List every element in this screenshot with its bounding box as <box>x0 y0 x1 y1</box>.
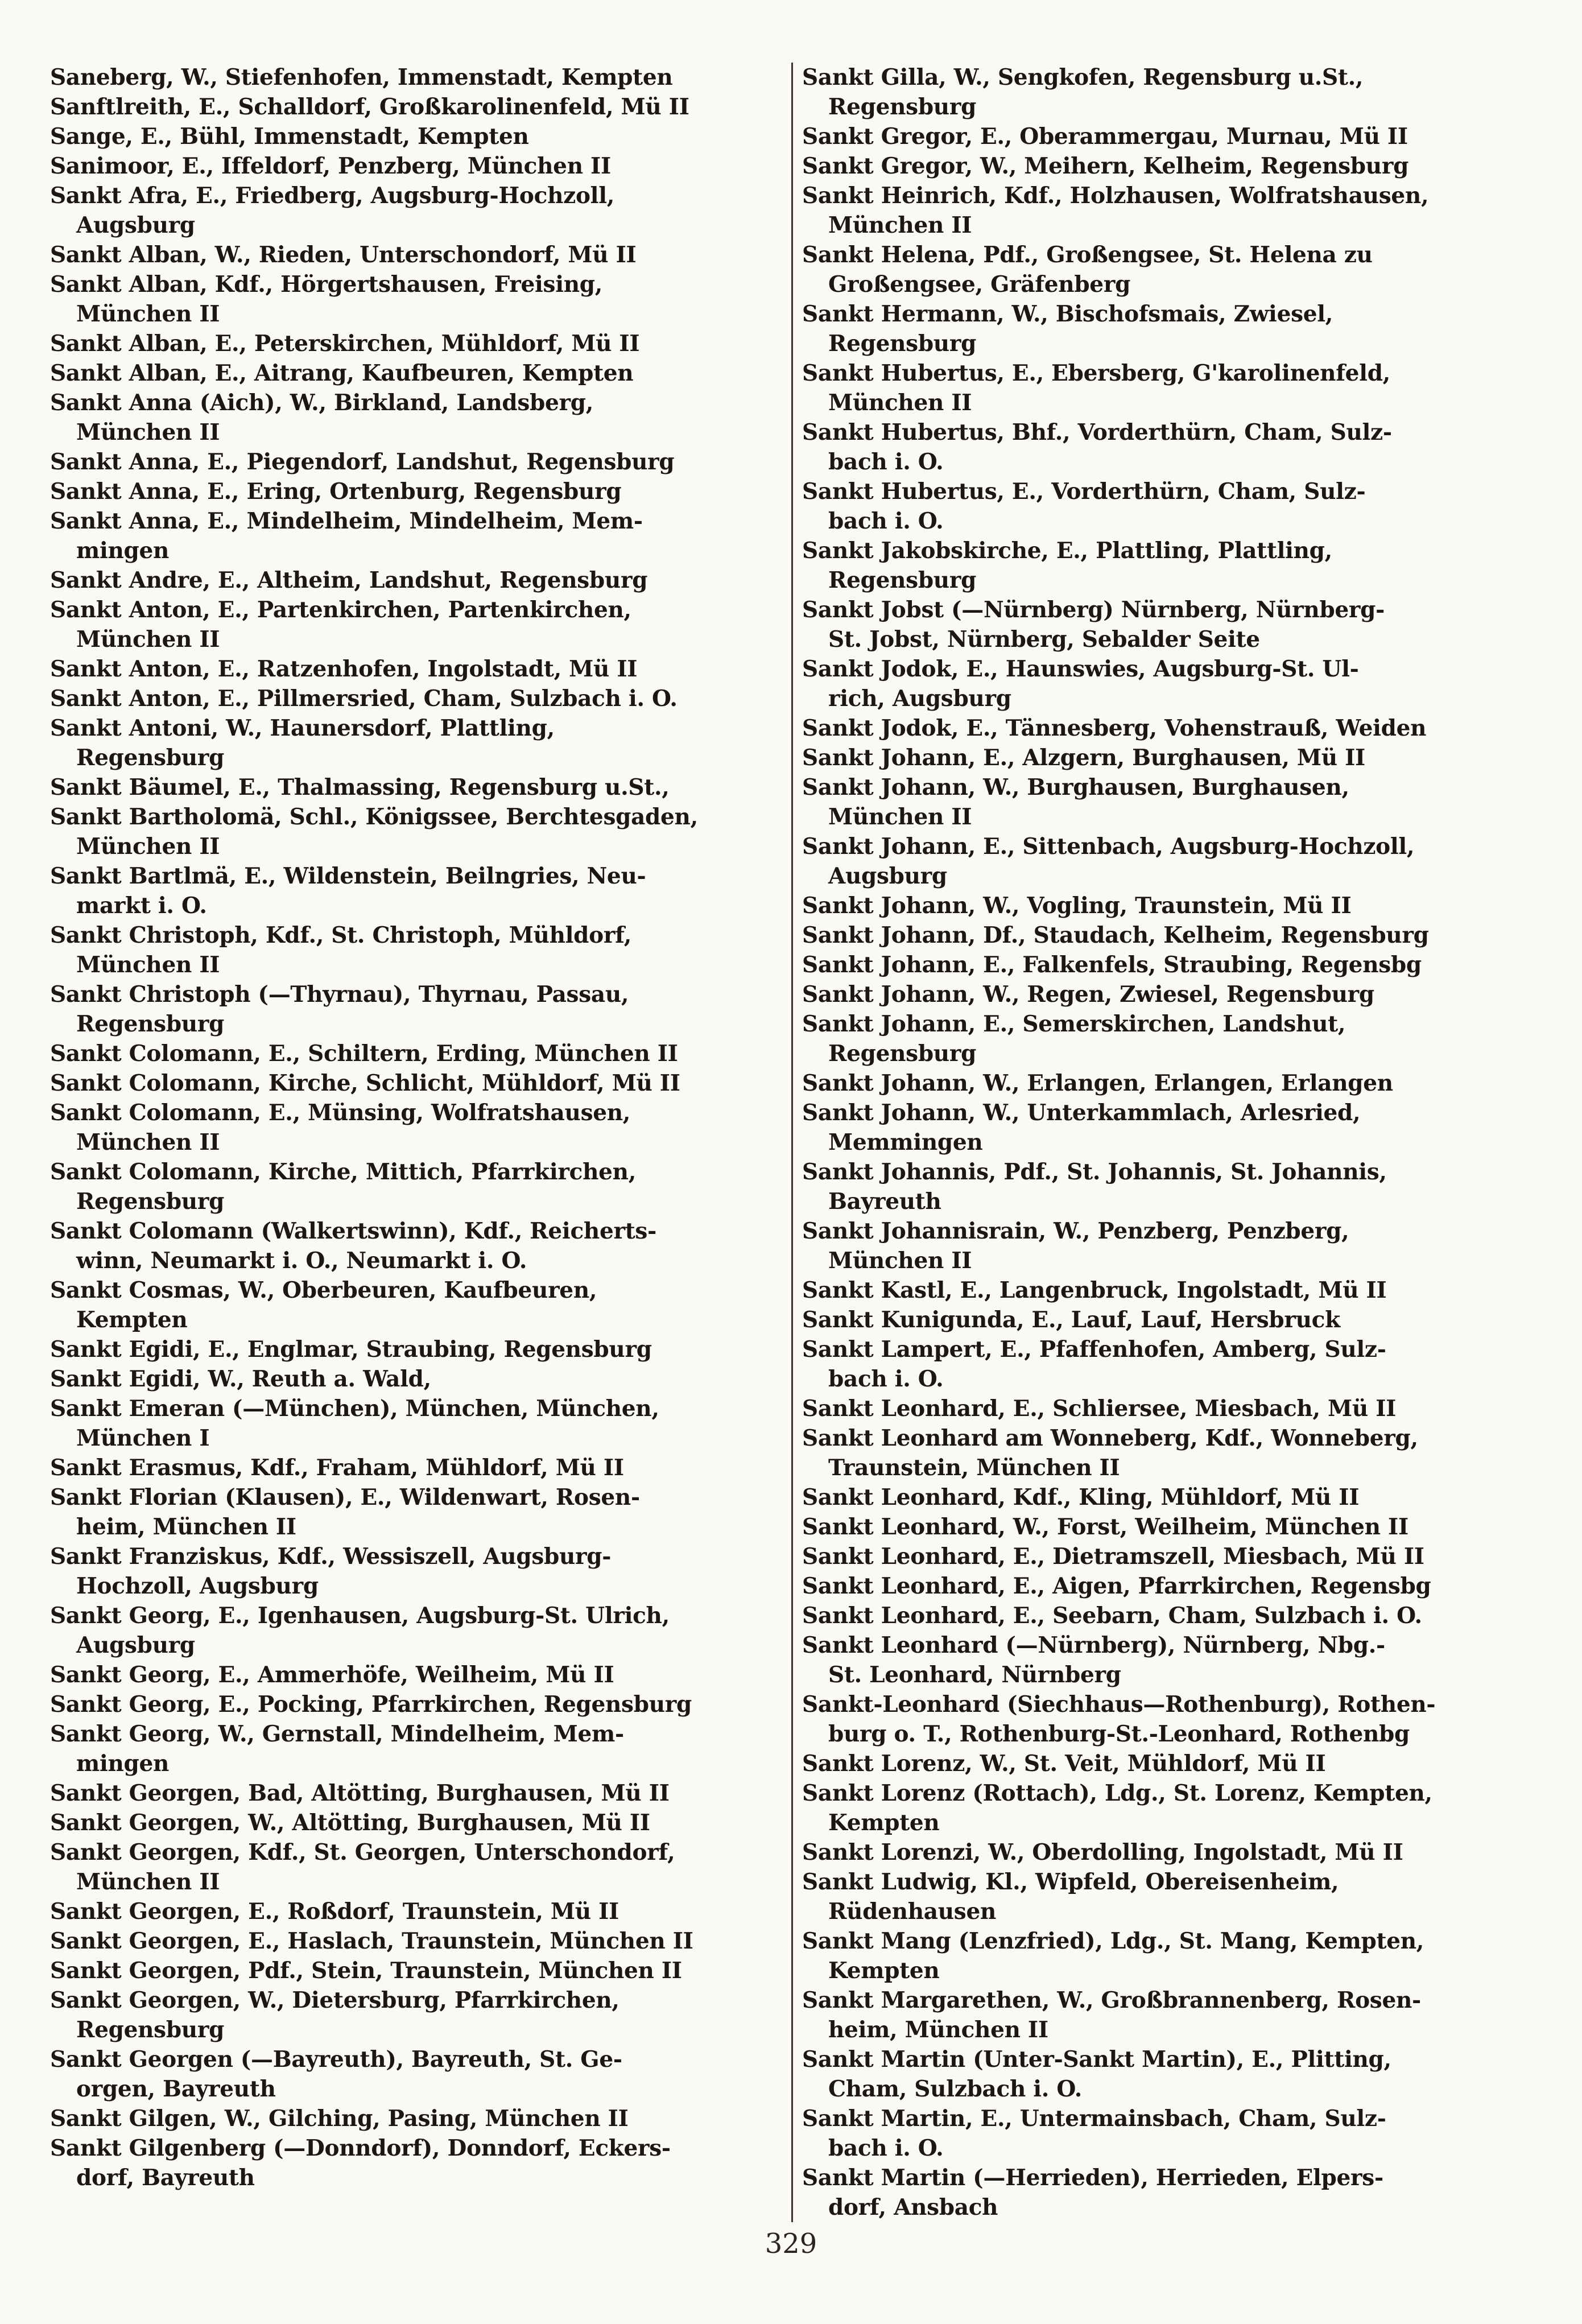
directory-entry <box>50 1926 782 1956</box>
entry-first-line: Sankt Leonhard, E., Aigen, Pfarrkirchen, Regensbg <box>802 1573 1431 1599</box>
directory-entry <box>802 63 1534 122</box>
entry-first-line: Sankt Georg, E., Ammerhöfe, Weilheim, Mü II <box>50 1662 614 1688</box>
entry-first-line: Sankt Franziskus, Kdf., Wessiszell, Augsburg- <box>50 1543 612 1570</box>
entry-continuation-line: bach i. O. <box>828 1366 944 1392</box>
entry-first-line: Sankt Anna, E., Mindelheim, Mindelheim, Mem- <box>50 508 643 534</box>
entry-continuation-line: Regensburg <box>828 331 977 357</box>
directory-entry <box>50 684 782 713</box>
directory-entry <box>802 1275 1534 1305</box>
directory-entry <box>802 654 1534 713</box>
entry-first-line: Sankt Johann, W., Erlangen, Erlangen, Erlangen <box>802 1070 1393 1096</box>
directory-entry <box>50 447 782 477</box>
directory-entry <box>802 1571 1534 1601</box>
entry-continuation-line: Augsburg <box>76 1632 195 1658</box>
entry-first-line: Sankt Lorenz, W., St. Veit, Mühldorf, Mü II <box>802 1751 1326 1777</box>
directory-entry <box>802 536 1534 595</box>
directory-entry <box>50 1098 782 1157</box>
entry-first-line: Sankt Georg, W., Gernstall, Mindelheim, Mem- <box>50 1721 624 1747</box>
entry-continuation-line: dorf, Bayreuth <box>76 2165 255 2191</box>
entry-first-line: Sankt Lorenz (Rottach), Ldg., St. Lorenz, Kempten, <box>802 1780 1432 1806</box>
directory-entry <box>50 63 782 92</box>
entry-continuation-line: Hochzoll, Augsburg <box>76 1573 319 1599</box>
entry-continuation-line: bach i. O. <box>828 449 944 475</box>
directory-entry <box>50 2133 782 2193</box>
entry-first-line: Sankt Kunigunda, E., Lauf, Lauf, Hersbruck <box>802 1307 1340 1333</box>
entry-first-line: Sankt Anton, E., Partenkirchen, Partenkirchen, <box>50 597 631 623</box>
entry-first-line: Sankt Alban, Kdf., Hörgertshausen, Freising, <box>50 271 603 298</box>
entry-continuation-line: München II <box>828 804 972 830</box>
directory-entry <box>50 477 782 506</box>
entry-first-line: Sankt Colomann, Kirche, Mittich, Pfarrkirchen, <box>50 1159 637 1185</box>
entry-first-line: Sankt Bartlmä, E., Wildenstein, Beilngries, Neu- <box>50 863 646 889</box>
entry-first-line: Sankt Leonhard, Kdf., Kling, Mühldorf, Mü II <box>802 1484 1360 1510</box>
directory-entry <box>50 151 782 181</box>
entry-first-line: Sankt Johann, W., Burghausen, Burghausen, <box>802 774 1349 800</box>
entry-first-line: Sankt Alban, E., Aitrang, Kaufbeuren, Kempten <box>50 360 634 386</box>
directory-entry <box>802 1098 1534 1157</box>
entry-first-line: Sankt Florian (Klausen), E., Wildenwart, Rosen- <box>50 1484 640 1510</box>
directory-entry <box>50 92 782 122</box>
directory-entry <box>50 1719 782 1778</box>
entry-first-line: Sankt Ludwig, Kl., Wipfeld, Obereisenheim, <box>802 1869 1339 1895</box>
directory-entry <box>802 477 1534 536</box>
directory-entry <box>50 506 782 565</box>
entry-continuation-line: Großengsee, Gräfenberg <box>828 271 1131 298</box>
entry-continuation-line: dorf, Ansbach <box>828 2194 998 2220</box>
entry-first-line: Sankt Andre, E., Altheim, Landshut, Regensburg <box>50 567 648 593</box>
entry-first-line: Sankt Johann, Df., Staudach, Kelheim, Regensburg <box>802 922 1429 948</box>
entry-first-line: Sankt Georgen, Kdf., St. Georgen, Unterschondorf, <box>50 1839 675 1865</box>
directory-entry <box>802 2104 1534 2163</box>
entry-first-line: Sankt Martin, E., Untermainsbach, Cham, Sulz- <box>802 2106 1386 2132</box>
entry-first-line: Sankt Antoni, W., Haunersdorf, Plattling, <box>50 715 555 741</box>
entry-continuation-line: Augsburg <box>828 863 947 889</box>
entry-continuation-line: markt i. O. <box>76 893 207 919</box>
entry-continuation-line: Regensburg <box>76 2017 225 2043</box>
entry-first-line: Sankt Lampert, E., Pfaffenhofen, Amberg, Sulz- <box>802 1336 1386 1363</box>
entry-first-line: Sankt Leonhard (—Nürnberg), Nürnberg, Nbg.- <box>802 1632 1385 1658</box>
directory-entry <box>50 1601 782 1660</box>
directory-entry <box>802 950 1534 980</box>
entry-first-line: Sankt Anton, E., Pillmersried, Cham, Sulzbach i. O. <box>50 686 678 712</box>
directory-entry <box>802 832 1534 891</box>
directory-entry <box>50 713 782 773</box>
directory-entry <box>50 240 782 270</box>
directory-entry <box>50 1068 782 1098</box>
directory-entry <box>802 418 1534 477</box>
entry-first-line: Sankt Alban, E., Peterskirchen, Mühldorf, Mü II <box>50 331 640 357</box>
entry-first-line: Sankt Johann, E., Alzgern, Burghausen, Mü II <box>802 745 1365 771</box>
directory-entry <box>50 802 782 861</box>
entry-continuation-line: München II <box>76 1869 220 1895</box>
entry-first-line: Sankt Colomann, E., Münsing, Wolfratshausen, <box>50 1100 631 1126</box>
entry-first-line: Sankt Johann, E., Sittenbach, Augsburg-Hochzoll, <box>802 833 1415 860</box>
entry-continuation-line: Rüdenhausen <box>828 1898 997 1925</box>
entry-first-line: Sankt Mang (Lenzfried), Ldg., St. Mang, Kempten, <box>802 1928 1424 1954</box>
directory-entry <box>802 1690 1534 1749</box>
entry-first-line: Sankt Bartholomä, Schl., Königssee, Berchtesgaden, <box>50 804 698 830</box>
directory-entry <box>802 151 1534 181</box>
entry-first-line: Sankt Egidi, E., Englmar, Straubing, Regensburg <box>50 1336 652 1363</box>
directory-entry <box>50 1483 782 1542</box>
entry-first-line: Sankt Lorenzi, W., Oberdolling, Ingolstadt, Mü II <box>802 1839 1403 1865</box>
entry-continuation-line: mingen <box>76 538 170 564</box>
entry-first-line: Sankt Johann, W., Unterkammlach, Arlesried, <box>802 1100 1361 1126</box>
entry-continuation-line: München II <box>76 301 220 327</box>
entry-first-line: Sankt Martin (Unter-Sankt Martin), E., Plitting, <box>802 2046 1391 2073</box>
entry-first-line: Sankt Kastl, E., Langenbruck, Ingolstadt, Mü II <box>802 1277 1387 1303</box>
directory-entry <box>802 713 1534 743</box>
entry-continuation-line: Kempten <box>76 1307 188 1333</box>
directory-entry <box>50 595 782 654</box>
entry-first-line: Sankt Colomann, Kirche, Schlicht, Mühldorf, Mü II <box>50 1070 680 1096</box>
entry-first-line: Sankt Georgen, W., Altötting, Burghausen, Mü II <box>50 1810 650 1836</box>
entry-first-line: Sankt Johann, E., Falkenfels, Straubing, Regensbg <box>802 952 1422 978</box>
directory-entry <box>50 1335 782 1364</box>
right-column <box>802 63 1534 2222</box>
directory-entry <box>50 1808 782 1838</box>
entry-first-line: Sankt Gilla, W., Sengkofen, Regensburg u.St., <box>802 64 1364 90</box>
entry-first-line: Sankt Anna (Aich), W., Birkland, Landsberg, <box>50 390 593 416</box>
directory-entry <box>802 240 1534 299</box>
directory-entry <box>802 1394 1534 1423</box>
entry-continuation-line: Regensburg <box>76 1188 225 1215</box>
directory-entry <box>802 1305 1534 1335</box>
directory-entry <box>802 181 1534 240</box>
directory-entry <box>50 861 782 920</box>
entry-continuation-line: rich, Augsburg <box>828 686 1011 712</box>
entry-first-line: Sankt Johannisrain, W., Penzberg, Penzberg, <box>802 1218 1349 1244</box>
directory-entry <box>50 1394 782 1453</box>
entry-continuation-line: orgen, Bayreuth <box>76 2076 276 2102</box>
entry-continuation-line: bach i. O. <box>828 508 944 534</box>
directory-entry <box>50 654 782 684</box>
directory-entry <box>50 358 782 388</box>
column-divider <box>791 63 793 2222</box>
entry-first-line: Sankt Egidi, W., Reuth a. Wald, <box>50 1366 431 1392</box>
entry-first-line: Sankt Gilgen, W., Gilching, Pasing, München II <box>50 2106 629 2132</box>
entry-continuation-line: Bayreuth <box>828 1188 941 1215</box>
left-column <box>50 63 782 2222</box>
entry-continuation-line: Regensburg <box>828 1041 977 1067</box>
entry-first-line: Sankt Christoph, Kdf., St. Christoph, Mühldorf, <box>50 922 631 948</box>
directory-entry <box>802 595 1534 654</box>
entry-first-line: Sankt Christoph (—Thyrnau), Thyrnau, Passau, <box>50 981 629 1008</box>
directory-entry <box>802 1867 1534 1926</box>
entry-first-line: Sankt Anton, E., Ratzenhofen, Ingolstadt, Mü II <box>50 656 638 682</box>
entry-first-line: Sankt Colomann, E., Schiltern, Erding, München II <box>50 1041 678 1067</box>
entry-continuation-line: München II <box>828 212 972 238</box>
directory-entry <box>802 773 1534 832</box>
directory-entry <box>50 122 782 151</box>
directory-entry <box>50 773 782 802</box>
entry-first-line: Sankt Jakobskirche, E., Plattling, Plattling, <box>802 538 1332 564</box>
entry-first-line: Sankt-Leonhard (Siechhaus—Rothenburg), Rothen- <box>802 1691 1436 1718</box>
directory-entry <box>802 1157 1534 1216</box>
directory-entry <box>802 920 1534 950</box>
entry-first-line: Sankt Leonhard am Wonneberg, Kdf., Wonneberg, <box>802 1425 1418 1451</box>
directory-entry <box>802 1483 1534 1512</box>
entry-continuation-line: München I <box>76 1425 210 1451</box>
entry-first-line: Sankt Hubertus, E., Vorderthürn, Cham, Sulz- <box>802 478 1366 505</box>
entry-first-line: Sankt Leonhard, W., Forst, Weilheim, München II <box>802 1514 1408 1540</box>
entry-continuation-line: Regensburg <box>828 567 977 593</box>
directory-entry <box>50 1985 782 2045</box>
entry-first-line: Sankt Anna, E., Ering, Ortenburg, Regensburg <box>50 478 622 505</box>
directory-entry <box>50 1690 782 1719</box>
entry-first-line: Sankt Johann, W., Vogling, Traunstein, Mü II <box>802 893 1352 919</box>
entry-first-line: Saneberg, W., Stiefenhofen, Immenstadt, Kempten <box>50 64 673 90</box>
entry-first-line: Sankt Afra, E., Friedberg, Augsburg-Hochzoll, <box>50 183 614 209</box>
directory-entry <box>802 2045 1534 2104</box>
entry-continuation-line: mingen <box>76 1751 170 1777</box>
directory-entry <box>50 1364 782 1394</box>
entry-first-line: Sankt Gregor, W., Meihern, Kelheim, Regensburg <box>802 153 1409 179</box>
entry-continuation-line: St. Jobst, Nürnberg, Sebalder Seite <box>828 626 1260 653</box>
entry-first-line: Sankt Helena, Pdf., Großengsee, St. Helena zu <box>802 242 1373 268</box>
entry-continuation-line: Cham, Sulzbach i. O. <box>828 2076 1083 2102</box>
entry-continuation-line: München II <box>828 1248 972 1274</box>
page-number: 329 <box>765 2228 817 2260</box>
directory-entry <box>50 920 782 980</box>
entry-continuation-line: Traunstein, München II <box>828 1455 1120 1481</box>
directory-entry <box>50 565 782 595</box>
entry-continuation-line: Regensburg <box>828 94 977 120</box>
entry-first-line: Sankt Georgen, E., Haslach, Traunstein, München II <box>50 1928 693 1954</box>
entry-continuation-line: München II <box>828 390 972 416</box>
directory-entry <box>50 1778 782 1808</box>
entry-first-line: Sankt Leonhard, E., Schliersee, Miesbach, Mü II <box>802 1396 1397 1422</box>
entry-continuation-line: München II <box>76 833 220 860</box>
entry-first-line: Sankt Johann, W., Regen, Zwiesel, Regensburg <box>802 981 1374 1008</box>
entry-first-line: Sankt Jodok, E., Haunswies, Augsburg-St. Ul- <box>802 656 1359 682</box>
entry-continuation-line: Kempten <box>828 1958 940 1984</box>
entry-first-line: Sankt Heinrich, Kdf., Holzhausen, Wolfratshausen, <box>802 183 1429 209</box>
entry-first-line: Sankt Cosmas, W., Oberbeuren, Kaufbeuren, <box>50 1277 597 1303</box>
entry-first-line: Sankt Alban, W., Rieden, Unterschondorf, Mü II <box>50 242 637 268</box>
entry-continuation-line: München II <box>76 419 220 445</box>
entry-first-line: Sankt Georgen, Pdf., Stein, Traunstein, München II <box>50 1958 682 1984</box>
entry-continuation-line: Augsburg <box>76 212 195 238</box>
directory-entry <box>50 1542 782 1601</box>
directory-entry <box>50 1275 782 1335</box>
entry-first-line: Sankt Jodok, E., Tännesberg, Vohenstrauß, Weiden <box>802 715 1427 741</box>
entry-continuation-line: Regensburg <box>76 1011 225 1037</box>
entry-continuation-line: heim, München II <box>76 1514 296 1540</box>
entry-first-line: Sankt Gilgenberg (—Donndorf), Donndorf, Eckers- <box>50 2135 671 2161</box>
entry-first-line: Sankt Georgen (—Bayreuth), Bayreuth, St. Ge- <box>50 2046 622 2073</box>
entry-first-line: Sankt Hermann, W., Bischofsmais, Zwiesel, <box>802 301 1333 327</box>
entry-first-line: Sanimoor, E., Iffeldorf, Penzberg, München II <box>50 153 611 179</box>
directory-entry <box>802 1601 1534 1630</box>
entry-first-line: Sankt Johann, E., Semerskirchen, Landshut, <box>802 1011 1346 1037</box>
entry-first-line: Sankt Leonhard, E., Seebarn, Cham, Sulzbach i. O. <box>802 1603 1422 1629</box>
directory-entry <box>50 1956 782 1985</box>
entry-first-line: Sankt Jobst (—Nürnberg) Nürnberg, Nürnberg- <box>802 597 1385 623</box>
directory-entry <box>802 1778 1534 1838</box>
directory-entry <box>50 270 782 329</box>
entry-first-line: Sankt Georgen, E., Roßdorf, Traunstein, Mü II <box>50 1898 619 1925</box>
entry-first-line: Sankt Hubertus, E., Ebersberg, G'karolinenfeld, <box>802 360 1390 386</box>
directory-entry <box>802 1542 1534 1571</box>
directory-entry <box>802 1512 1534 1542</box>
entry-continuation-line: Kempten <box>828 1810 940 1836</box>
directory-entry <box>802 122 1534 151</box>
directory-entry <box>802 299 1534 358</box>
directory-entry <box>50 1039 782 1068</box>
directory-entry <box>50 1660 782 1690</box>
entry-continuation-line: Regensburg <box>76 745 225 771</box>
directory-entry <box>50 1838 782 1897</box>
entry-first-line: Sankt Martin (—Herrieden), Herrieden, Elpers- <box>802 2165 1383 2191</box>
directory-entry <box>802 1985 1534 2045</box>
directory-entry <box>802 743 1534 773</box>
directory-entry <box>802 1009 1534 1068</box>
directory-entry <box>50 1453 782 1483</box>
directory-entry <box>50 329 782 358</box>
entry-continuation-line: burg o. T., Rothenburg-St.-Leonhard, Rothenbg <box>828 1721 1410 1747</box>
directory-entry <box>802 891 1534 920</box>
directory-entry <box>802 1216 1534 1275</box>
entry-continuation-line: München II <box>76 626 220 653</box>
entry-continuation-line: Memmingen <box>828 1129 983 1155</box>
directory-entry <box>50 2045 782 2104</box>
directory-entry <box>50 1216 782 1275</box>
directory-entry <box>802 980 1534 1009</box>
entry-first-line: Sankt Georgen, W., Dietersburg, Pfarrkirchen, <box>50 1987 619 2013</box>
entry-first-line: Sankt Hubertus, Bhf., Vorderthürn, Cham, Sulz- <box>802 419 1392 445</box>
entry-first-line: Sankt Georg, E., Igenhausen, Augsburg-St. Ulrich, <box>50 1603 670 1629</box>
directory-entry <box>802 1926 1534 1985</box>
directory-entry <box>802 1068 1534 1098</box>
entry-first-line: Sankt Margarethen, W., Großbrannenberg, Rosen- <box>802 1987 1421 2013</box>
entry-first-line: Sankt Georgen, Bad, Altötting, Burghausen, Mü II <box>50 1780 670 1806</box>
directory-entry <box>802 2163 1534 2222</box>
directory-entry <box>802 1335 1534 1394</box>
directory-entry <box>802 1838 1534 1867</box>
entry-continuation-line: München II <box>76 952 220 978</box>
directory-entry <box>50 980 782 1039</box>
entry-continuation-line: bach i. O. <box>828 2135 944 2161</box>
entry-first-line: Sankt Colomann (Walkertswinn), Kdf., Reicherts- <box>50 1218 656 1244</box>
directory-entry <box>50 1897 782 1926</box>
entry-first-line: Sankt Johannis, Pdf., St. Johannis, St. Johannis, <box>802 1159 1387 1185</box>
directory-entry <box>50 388 782 447</box>
entry-first-line: Sankt Gregor, E., Oberammergau, Murnau, Mü II <box>802 123 1408 150</box>
entry-first-line: Sankt Georg, E., Pocking, Pfarrkirchen, Regensburg <box>50 1691 692 1718</box>
entry-first-line: Sankt Bäumel, E., Thalmassing, Regensburg u.St., <box>50 774 670 800</box>
directory-entry <box>802 1749 1534 1778</box>
entry-first-line: Sankt Erasmus, Kdf., Fraham, Mühldorf, Mü II <box>50 1455 624 1481</box>
directory-entry <box>802 1423 1534 1483</box>
entry-first-line: Sange, E., Bühl, Immenstadt, Kempten <box>50 123 529 150</box>
directory-entry <box>50 1157 782 1216</box>
directory-entry <box>802 358 1534 418</box>
entry-continuation-line: München II <box>76 1129 220 1155</box>
directory-entry <box>50 181 782 240</box>
entry-first-line: Sankt Emeran (—München), München, München, <box>50 1396 659 1422</box>
directory-entry <box>802 1630 1534 1690</box>
entry-continuation-line: St. Leonhard, Nürnberg <box>828 1662 1121 1688</box>
text-block <box>50 63 1534 2222</box>
entry-first-line: Sankt Anna, E., Piegendorf, Landshut, Regensburg <box>50 449 675 475</box>
entry-first-line: Sanftlreith, E., Schalldorf, Großkarolinenfeld, Mü II <box>50 94 689 120</box>
entry-continuation-line: heim, München II <box>828 2017 1048 2043</box>
entry-first-line: Sankt Leonhard, E., Dietramszell, Miesbach, Mü II <box>802 1543 1424 1570</box>
entry-continuation-line: winn, Neumarkt i. O., Neumarkt i. O. <box>76 1248 527 1274</box>
directory-entry <box>50 2104 782 2133</box>
